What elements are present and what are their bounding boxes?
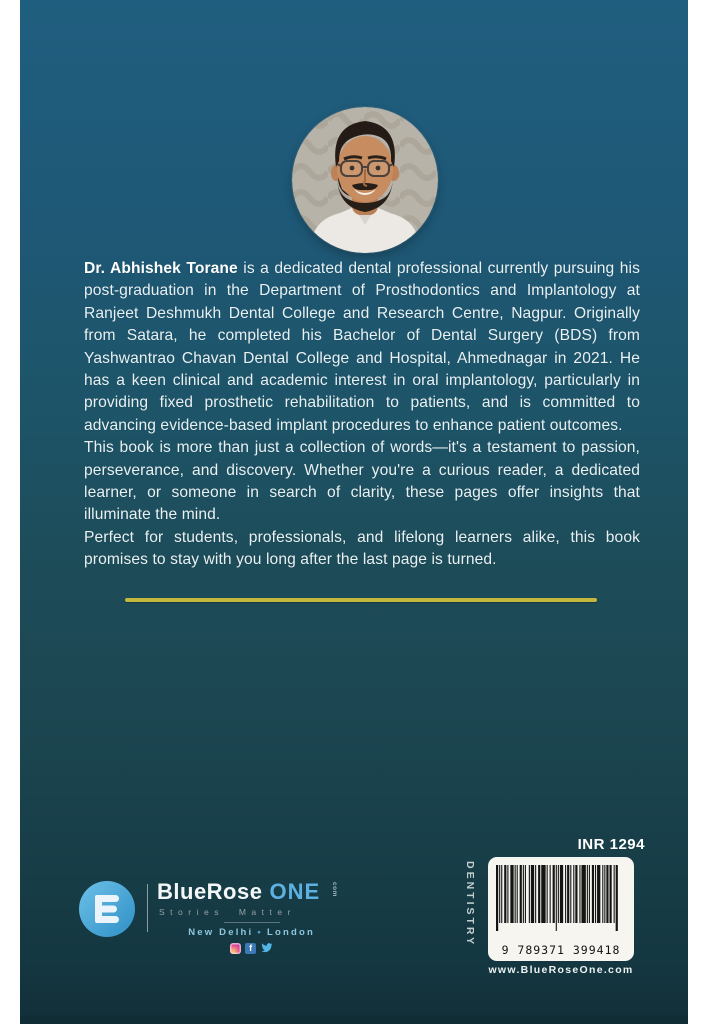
brand-one: ONE — [269, 879, 321, 904]
cover-bottom-edge — [20, 1016, 688, 1024]
social-icons — [157, 943, 346, 954]
brand-name — [157, 880, 346, 904]
twitter-icon — [260, 943, 273, 954]
category-label: DENTISTRY — [464, 861, 476, 948]
city-separator: • — [257, 927, 263, 938]
price-label: INR 1294 — [577, 836, 645, 853]
barcode-bars — [495, 865, 627, 943]
author-photo — [292, 107, 438, 253]
isbn-number: 9 789371 399418 — [501, 943, 621, 957]
facebook-icon: f — [245, 943, 256, 954]
book-back-cover — [20, 0, 688, 1024]
tagline-rule — [224, 922, 280, 923]
city-new-delhi: New Delhi — [188, 927, 254, 938]
publisher-logo — [78, 880, 346, 954]
author-name: Dr. Abhishek Torane — [84, 260, 238, 277]
bio-paragraph-1 — [84, 258, 640, 437]
city-london: London — [266, 927, 315, 938]
bio-paragraph-2: This book is more than just a collection of words—it's a testament to passion, perseverance, and discovery. Whether you're a curious reader, a dedicated learner, or someone in search of clarity, these pages offer insights that illuminate the mind. — [84, 439, 640, 524]
publisher-website: www.BlueRoseOne.com — [488, 964, 634, 976]
bio-paragraph-3: Perfect for students, professionals, and lifelong learners alike, this book promises to stay with you long after the last page is turned. — [84, 528, 640, 569]
author-portrait-illustration — [292, 107, 438, 253]
divider-line — [125, 598, 597, 602]
brand-bluerose: BlueRose — [157, 879, 263, 904]
bluerose-circle-icon — [78, 880, 136, 938]
bio-paragraph-1-text: is a dedicated dental professional currently pursuing his post-graduation in the Department of Prosthodontics and Implantology at Ranjeet Deshmukh Dental College and Research Centre, Nagpur. Originally from Satara, he completed his Bachelor of Dental Surgery (BDS) from Yashwantrao Chavan Dental College and Hospital, Ahmednagar in 2021. He has a keen clinical and academic interest in oral implantology, particularly in providing fixed prosthetic rehabilitation to patients, and is committed to advancing evidence-based implant procedures to enhance patient outcomes. — [84, 260, 641, 434]
logo-separator-line — [147, 884, 148, 932]
barcode — [488, 857, 634, 961]
brand-tagline: Stories Matter — [159, 907, 296, 917]
publisher-cities — [157, 927, 346, 938]
author-bio — [84, 258, 640, 572]
instagram-icon — [230, 943, 241, 954]
brand-dotcom: com — [331, 882, 339, 897]
